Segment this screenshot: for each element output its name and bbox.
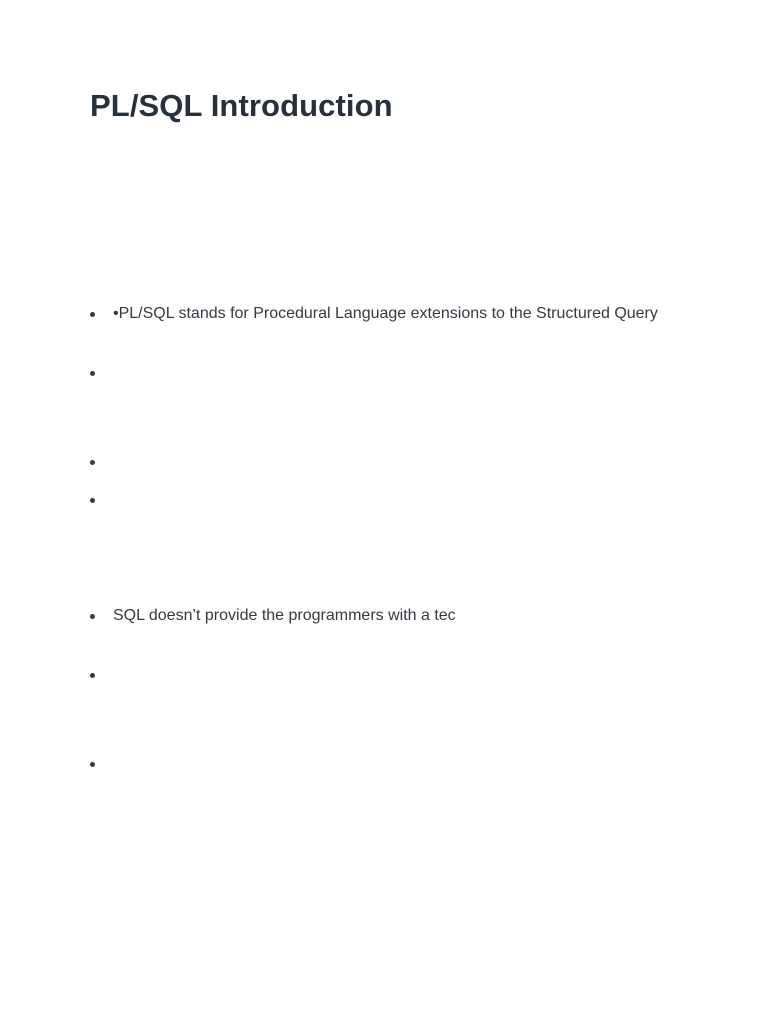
list-item xyxy=(90,363,730,387)
page-title: PL/SQL Introduction xyxy=(90,88,393,123)
list-item xyxy=(90,665,730,689)
bullet-icon xyxy=(90,498,95,503)
bullet-icon xyxy=(90,460,95,465)
bullet-icon xyxy=(90,762,95,767)
list-item xyxy=(90,754,730,778)
list-item xyxy=(90,452,730,476)
list-item xyxy=(90,606,730,630)
list-item-text: •PL/SQL stands for Procedural Language extensions to the Structured Query xyxy=(113,305,658,322)
list-item-text: SQL doesn’t provide the programmers with a tec xyxy=(113,607,456,624)
bullet-icon xyxy=(90,673,95,678)
list-item xyxy=(90,490,730,514)
bullet-icon xyxy=(90,312,95,317)
bullet-icon xyxy=(90,371,95,376)
list-item xyxy=(90,304,730,328)
bullet-icon xyxy=(90,614,95,619)
